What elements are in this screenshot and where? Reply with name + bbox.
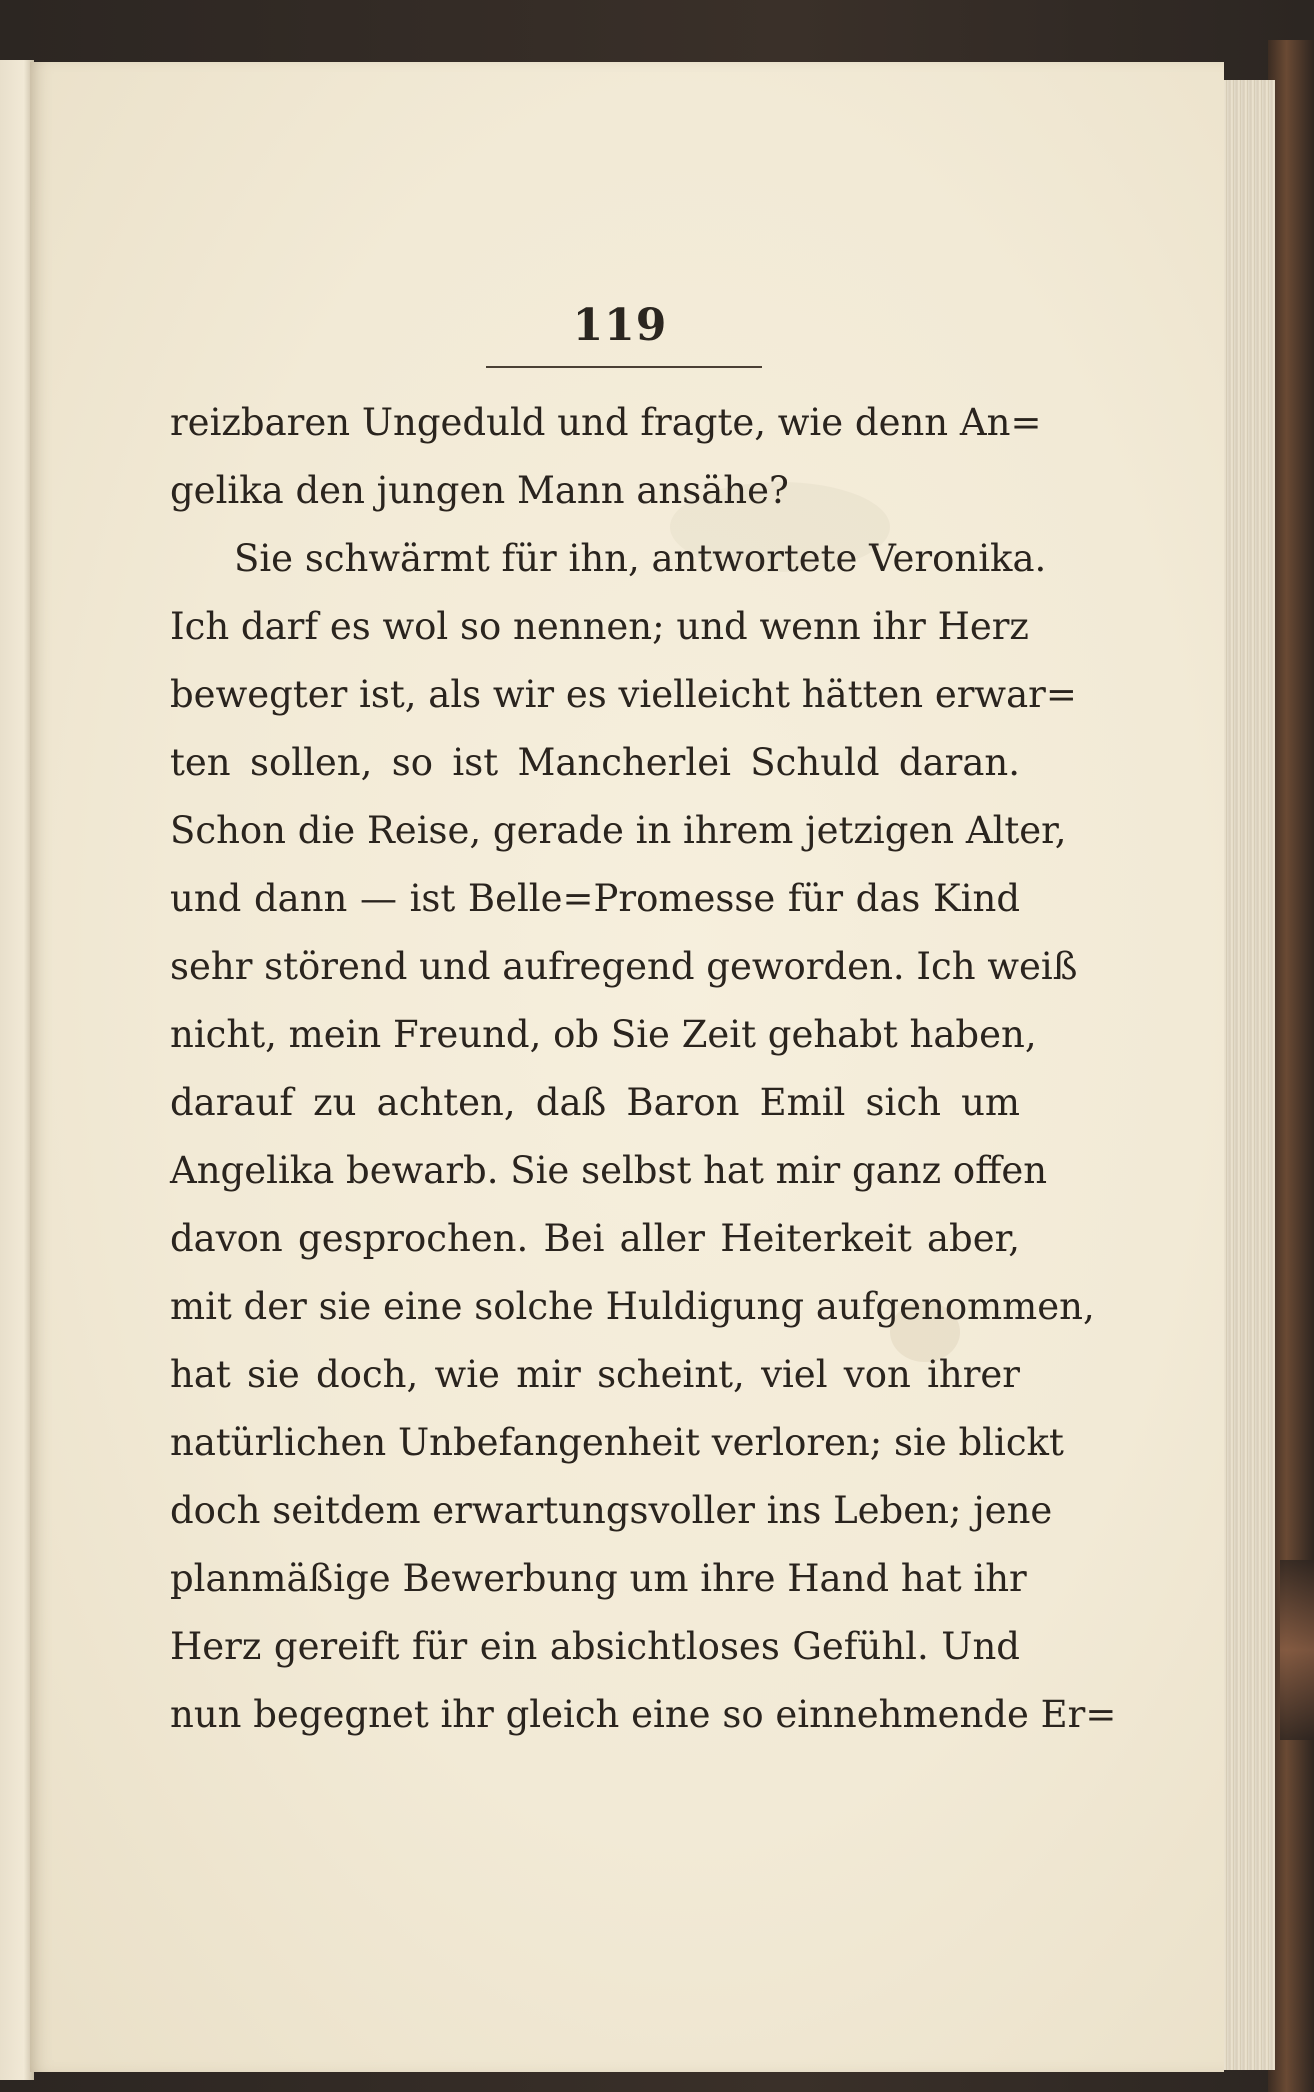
text-line: Sie schwärmt für ihn, antwortete Veronika. [234,537,1047,580]
text-line: darauf zu achten, daß Baron Emil sich um [170,1081,1020,1124]
text-line: gelika den jungen Mann ansähe? [170,469,789,512]
text-line: doch seitdem erwartungsvoller ins Leben; jene [170,1489,1053,1532]
text-line: planmäßige Bewerbung um ihre Hand hat ihr [170,1557,1027,1600]
text-line: reizbaren Ungeduld und fragte, wie denn An= [170,401,1042,444]
text-line: sehr störend und aufregend geworden. Ich weiß [170,945,1078,988]
text-line: hat sie doch, wie mir scheint, viel von ihrer [170,1353,1020,1396]
body-text [30,62,1224,2072]
text-line: nicht, mein Freund, ob Sie Zeit gehabt haben, [170,1013,1037,1056]
text-line: Schon die Reise, gerade in ihrem jetzigen Alter, [170,809,1067,852]
text-line: natürlichen Unbefangenheit verloren; sie blickt [170,1421,1064,1464]
page-number: 119 [572,300,668,351]
book-cover-highlight [1280,1560,1314,1740]
book-page [30,62,1224,2072]
text-line: ten sollen, so ist Mancherlei Schuld daran. [170,741,1020,784]
facing-page-edge [0,60,34,2080]
text-line: davon gesprochen. Bei aller Heiterkeit aber, [170,1217,1020,1260]
text-line: und dann — ist Belle=Promesse für das Kind [170,877,1020,920]
text-line: nun begegnet ihr gleich eine so einnehmende Er= [170,1693,1117,1736]
text-line: Ich darf es wol so nennen; und wenn ihr Herz [170,605,1029,648]
text-line: bewegter ist, als wir es vielleicht hätten erwar= [170,673,1077,716]
text-line: Angelika bewarb. Sie selbst hat mir ganz offen [170,1149,1048,1192]
text-line: Herz gereift für ein absichtloses Gefühl. Und [170,1625,1020,1668]
text-line: mit der sie eine solche Huldigung aufgenommen, [170,1285,1095,1328]
